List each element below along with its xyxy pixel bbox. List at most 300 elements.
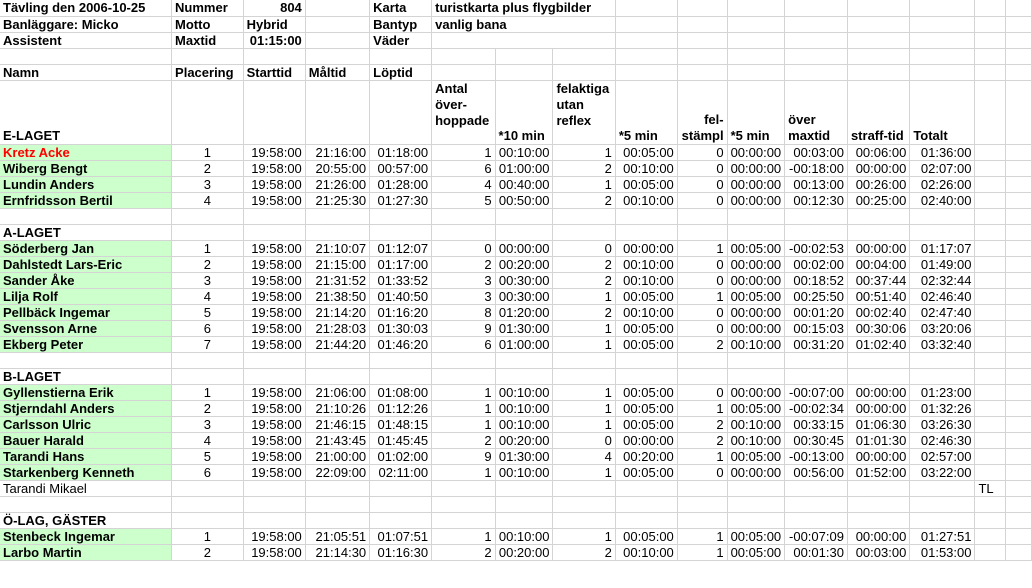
header-straff[interactable]: straff-tid (847, 80, 909, 144)
header-felstampl[interactable] (677, 80, 727, 144)
info-key-cell[interactable]: Maxtid (172, 32, 244, 48)
value-cell[interactable]: 00:00:00 (847, 384, 909, 400)
value-cell[interactable]: -00:02:53 (785, 240, 848, 256)
empty-cell[interactable] (370, 512, 432, 528)
value-cell[interactable]: 00:03:00 (785, 144, 848, 160)
value-cell[interactable]: 0 (677, 272, 727, 288)
value-cell[interactable]: 00:31:20 (785, 336, 848, 352)
empty-cell[interactable] (305, 480, 369, 496)
value-cell[interactable]: 03:26:30 (910, 416, 975, 432)
empty-cell[interactable] (615, 208, 677, 224)
value-cell[interactable]: 00:10:00 (495, 144, 553, 160)
empty-cell[interactable] (727, 16, 785, 32)
empty-cell[interactable] (1006, 80, 1032, 144)
empty-cell[interactable] (910, 352, 975, 368)
empty-cell[interactable] (727, 512, 785, 528)
empty-cell[interactable] (677, 48, 727, 64)
empty-cell[interactable] (785, 352, 848, 368)
value-cell[interactable]: 00:13:00 (785, 176, 848, 192)
value-cell[interactable]: 01:40:50 (370, 288, 432, 304)
empty-cell[interactable] (1006, 32, 1032, 48)
value-cell[interactable]: 00:00:00 (727, 192, 785, 208)
value-cell[interactable]: 2 (172, 256, 244, 272)
value-cell[interactable]: 0 (677, 176, 727, 192)
value-cell[interactable]: 19:58:00 (243, 400, 305, 416)
empty-cell[interactable] (553, 208, 615, 224)
empty-cell[interactable] (1006, 304, 1032, 320)
value-cell[interactable]: 01:30:03 (370, 320, 432, 336)
value-cell[interactable]: 0 (677, 160, 727, 176)
value-cell[interactable]: 6 (172, 464, 244, 480)
value-cell[interactable]: 1 (432, 464, 495, 480)
empty-cell[interactable] (172, 80, 244, 144)
value-cell[interactable]: 00:26:00 (847, 176, 909, 192)
empty-cell[interactable] (432, 208, 495, 224)
value-cell[interactable]: 01:27:51 (910, 528, 975, 544)
empty-cell[interactable] (975, 528, 1006, 544)
empty-cell[interactable] (243, 208, 305, 224)
empty-cell[interactable] (1006, 496, 1032, 512)
header-antal[interactable] (432, 80, 495, 144)
value-cell[interactable]: 1 (677, 448, 727, 464)
empty-cell[interactable] (1006, 224, 1032, 240)
empty-cell[interactable] (847, 0, 909, 16)
value-cell[interactable]: 00:56:00 (785, 464, 848, 480)
empty-cell[interactable] (615, 32, 677, 48)
value-cell[interactable]: 00:20:00 (495, 256, 553, 272)
value-cell[interactable]: 01:33:52 (370, 272, 432, 288)
empty-cell[interactable] (172, 496, 244, 512)
value-cell[interactable]: 21:25:30 (305, 192, 369, 208)
value-cell[interactable]: 00:00:00 (727, 176, 785, 192)
value-cell[interactable]: 01:06:30 (847, 416, 909, 432)
header-5min-a[interactable]: *5 min (615, 80, 677, 144)
runner-name-cell[interactable]: Söderberg Jan (0, 240, 172, 256)
value-cell[interactable]: 00:30:06 (847, 320, 909, 336)
value-cell[interactable]: 21:26:00 (305, 176, 369, 192)
value-cell[interactable]: 02:47:40 (910, 304, 975, 320)
value-cell[interactable]: 0 (677, 304, 727, 320)
value-cell[interactable]: 00:03:00 (847, 544, 909, 560)
empty-cell[interactable] (495, 368, 553, 384)
value-cell[interactable]: 0 (677, 256, 727, 272)
value-cell[interactable]: 4 (172, 288, 244, 304)
empty-cell[interactable] (975, 256, 1006, 272)
empty-cell[interactable] (553, 512, 615, 528)
value-cell[interactable]: 02:32:44 (910, 272, 975, 288)
empty-cell[interactable] (553, 64, 615, 80)
empty-cell[interactable] (975, 240, 1006, 256)
value-cell[interactable]: 00:00:00 (847, 240, 909, 256)
empty-cell[interactable] (495, 352, 553, 368)
empty-cell[interactable] (727, 32, 785, 48)
empty-cell[interactable] (975, 16, 1006, 32)
value-cell[interactable]: 1 (553, 176, 615, 192)
empty-cell[interactable] (370, 224, 432, 240)
value-cell[interactable]: 00:06:00 (847, 144, 909, 160)
empty-cell[interactable] (785, 512, 848, 528)
empty-cell[interactable] (305, 496, 369, 512)
value-cell[interactable]: 1 (553, 400, 615, 416)
value-cell[interactable]: 00:01:20 (785, 304, 848, 320)
empty-cell[interactable] (615, 64, 677, 80)
note-cell[interactable]: TL (975, 480, 1006, 496)
empty-cell[interactable] (1006, 368, 1032, 384)
header-loptid[interactable]: Löptid (370, 64, 432, 80)
value-cell[interactable]: 6 (172, 320, 244, 336)
empty-cell[interactable] (305, 352, 369, 368)
empty-cell[interactable] (975, 192, 1006, 208)
empty-cell[interactable] (615, 512, 677, 528)
empty-cell[interactable] (1006, 16, 1032, 32)
value-cell[interactable]: 4 (172, 432, 244, 448)
value-cell[interactable]: 00:01:30 (785, 544, 848, 560)
value-cell[interactable]: 19:58:00 (243, 416, 305, 432)
value-cell[interactable]: 2 (677, 336, 727, 352)
value-cell[interactable]: 00:10:00 (727, 416, 785, 432)
value-cell[interactable]: 3 (172, 176, 244, 192)
info-key-cell[interactable]: Väder (370, 32, 432, 48)
value-cell[interactable]: 2 (172, 544, 244, 560)
value-cell[interactable]: 00:00:00 (727, 272, 785, 288)
empty-cell[interactable] (677, 0, 727, 16)
value-cell[interactable]: 00:02:40 (847, 304, 909, 320)
runner-name-cell[interactable]: Bauer Harald (0, 432, 172, 448)
empty-cell[interactable] (910, 480, 975, 496)
empty-cell[interactable] (172, 512, 244, 528)
value-cell[interactable]: 00:05:00 (615, 288, 677, 304)
empty-cell[interactable] (1006, 64, 1032, 80)
empty-cell[interactable] (847, 48, 909, 64)
value-cell[interactable]: 4 (553, 448, 615, 464)
info-value-cell[interactable]: 01:15:00 (243, 32, 305, 48)
value-cell[interactable]: 1 (677, 288, 727, 304)
value-cell[interactable]: 01:45:45 (370, 432, 432, 448)
empty-cell[interactable] (975, 176, 1006, 192)
value-cell[interactable]: 01:16:30 (370, 544, 432, 560)
value-cell[interactable]: 21:14:30 (305, 544, 369, 560)
value-cell[interactable]: 21:00:00 (305, 448, 369, 464)
empty-cell[interactable] (975, 208, 1006, 224)
value-cell[interactable]: 01:07:51 (370, 528, 432, 544)
empty-cell[interactable] (495, 512, 553, 528)
empty-cell[interactable] (847, 512, 909, 528)
runner-name-cell[interactable]: Lilja Rolf (0, 288, 172, 304)
value-cell[interactable]: 1 (432, 144, 495, 160)
value-cell[interactable]: 3 (432, 288, 495, 304)
value-cell[interactable]: 00:20:00 (615, 448, 677, 464)
empty-cell[interactable] (727, 368, 785, 384)
value-cell[interactable]: 19:58:00 (243, 272, 305, 288)
empty-cell[interactable] (432, 512, 495, 528)
empty-cell[interactable] (677, 512, 727, 528)
value-cell[interactable]: 1 (553, 336, 615, 352)
value-cell[interactable]: 00:04:00 (847, 256, 909, 272)
empty-cell[interactable] (0, 48, 172, 64)
info-value-cell[interactable]: Hybrid (243, 16, 305, 32)
value-cell[interactable]: 00:05:00 (615, 384, 677, 400)
value-cell[interactable]: 01:36:00 (910, 144, 975, 160)
value-cell[interactable]: 1 (553, 464, 615, 480)
empty-cell[interactable] (727, 496, 785, 512)
value-cell[interactable]: 00:00:00 (847, 160, 909, 176)
value-cell[interactable]: 02:57:00 (910, 448, 975, 464)
value-cell[interactable]: 0 (677, 320, 727, 336)
value-cell[interactable]: 21:31:52 (305, 272, 369, 288)
value-cell[interactable]: 01:48:15 (370, 416, 432, 432)
empty-cell[interactable] (975, 368, 1006, 384)
value-cell[interactable]: 0 (677, 464, 727, 480)
empty-cell[interactable] (975, 496, 1006, 512)
value-cell[interactable]: 2 (553, 192, 615, 208)
empty-cell[interactable] (370, 48, 432, 64)
value-cell[interactable]: 00:00:00 (495, 240, 553, 256)
value-cell[interactable]: 01:16:20 (370, 304, 432, 320)
value-cell[interactable]: 00:05:00 (615, 416, 677, 432)
value-cell[interactable]: 1 (553, 416, 615, 432)
empty-cell[interactable] (727, 480, 785, 496)
value-cell[interactable]: 9 (432, 448, 495, 464)
runner-name-cell[interactable]: Kretz Acke (0, 144, 172, 160)
value-cell[interactable]: 00:05:00 (615, 400, 677, 416)
value-cell[interactable]: 01:28:00 (370, 176, 432, 192)
value-cell[interactable]: 6 (432, 336, 495, 352)
value-cell[interactable]: 00:05:00 (615, 144, 677, 160)
value-cell[interactable]: 1 (172, 528, 244, 544)
empty-cell[interactable] (0, 208, 172, 224)
value-cell[interactable]: 00:50:00 (495, 192, 553, 208)
value-cell[interactable]: 19:58:00 (243, 320, 305, 336)
info-label-cell[interactable]: Assistent (0, 32, 172, 48)
value-cell[interactable]: 1 (553, 320, 615, 336)
runner-name-cell[interactable]: Gyllenstierna Erik (0, 384, 172, 400)
group-title[interactable]: Ö-LAG, GÄSTER (0, 512, 172, 528)
empty-cell[interactable] (172, 48, 244, 64)
empty-cell[interactable] (370, 496, 432, 512)
empty-cell[interactable] (305, 368, 369, 384)
empty-cell[interactable] (432, 368, 495, 384)
empty-cell[interactable] (1006, 208, 1032, 224)
value-cell[interactable]: 00:00:00 (727, 160, 785, 176)
value-cell[interactable]: 0 (553, 432, 615, 448)
empty-cell[interactable] (495, 208, 553, 224)
value-cell[interactable]: 00:10:00 (615, 272, 677, 288)
value-cell[interactable]: -00:07:09 (785, 528, 848, 544)
empty-cell[interactable] (243, 368, 305, 384)
value-cell[interactable]: 2 (553, 160, 615, 176)
extra-name-cell[interactable]: Tarandi Mikael (0, 480, 172, 496)
empty-cell[interactable] (432, 496, 495, 512)
value-cell[interactable]: 0 (677, 384, 727, 400)
value-cell[interactable]: 19:58:00 (243, 256, 305, 272)
value-cell[interactable]: 00:10:00 (495, 528, 553, 544)
empty-cell[interactable] (910, 32, 975, 48)
runner-name-cell[interactable]: Stjerndahl Anders (0, 400, 172, 416)
empty-cell[interactable] (495, 48, 553, 64)
value-cell[interactable]: 01:12:07 (370, 240, 432, 256)
value-cell[interactable]: 2 (172, 400, 244, 416)
empty-cell[interactable] (305, 80, 369, 144)
value-cell[interactable]: 00:05:00 (615, 320, 677, 336)
empty-cell[interactable] (1006, 352, 1032, 368)
value-cell[interactable]: 00:10:00 (727, 432, 785, 448)
empty-cell[interactable] (553, 496, 615, 512)
value-cell[interactable]: 19:58:00 (243, 176, 305, 192)
value-cell[interactable]: 19:58:00 (243, 432, 305, 448)
value-cell[interactable]: 2 (677, 416, 727, 432)
empty-cell[interactable] (1006, 0, 1032, 16)
value-cell[interactable]: 2 (432, 544, 495, 560)
value-cell[interactable]: 5 (172, 448, 244, 464)
empty-cell[interactable] (910, 496, 975, 512)
value-cell[interactable]: 5 (172, 304, 244, 320)
empty-cell[interactable] (1006, 416, 1032, 432)
group-title[interactable]: A-LAGET (0, 224, 172, 240)
runner-name-cell[interactable]: Ekberg Peter (0, 336, 172, 352)
empty-cell[interactable] (432, 64, 495, 80)
value-cell[interactable]: 00:05:00 (727, 544, 785, 560)
value-cell[interactable]: 00:05:00 (727, 528, 785, 544)
value-cell[interactable]: 0 (677, 192, 727, 208)
value-cell[interactable]: 21:14:20 (305, 304, 369, 320)
info-value-cell[interactable]: turistkarta plus flygbilder (432, 0, 616, 16)
empty-cell[interactable] (727, 352, 785, 368)
value-cell[interactable]: 00:00:00 (727, 256, 785, 272)
value-cell[interactable]: 21:06:00 (305, 384, 369, 400)
value-cell[interactable]: 00:37:44 (847, 272, 909, 288)
empty-cell[interactable] (243, 48, 305, 64)
empty-cell[interactable] (370, 352, 432, 368)
runner-name-cell[interactable]: Ernfridsson Bertil (0, 192, 172, 208)
empty-cell[interactable] (243, 352, 305, 368)
empty-cell[interactable] (975, 416, 1006, 432)
value-cell[interactable]: 00:10:00 (615, 304, 677, 320)
header-over[interactable] (785, 80, 848, 144)
value-cell[interactable]: 00:10:00 (615, 544, 677, 560)
empty-cell[interactable] (1006, 544, 1032, 560)
empty-cell[interactable] (615, 352, 677, 368)
value-cell[interactable]: 21:16:00 (305, 144, 369, 160)
value-cell[interactable]: -00:13:00 (785, 448, 848, 464)
empty-cell[interactable] (553, 352, 615, 368)
empty-cell[interactable] (1006, 176, 1032, 192)
empty-cell[interactable] (1006, 464, 1032, 480)
value-cell[interactable]: 00:12:30 (785, 192, 848, 208)
value-cell[interactable]: 2 (553, 304, 615, 320)
value-cell[interactable]: 19:58:00 (243, 384, 305, 400)
value-cell[interactable]: 21:10:07 (305, 240, 369, 256)
header-maltid[interactable]: Måltid (305, 64, 369, 80)
value-cell[interactable]: 00:00:00 (727, 320, 785, 336)
value-cell[interactable]: 1 (172, 144, 244, 160)
empty-cell[interactable] (432, 352, 495, 368)
empty-cell[interactable] (910, 16, 975, 32)
value-cell[interactable]: 01:01:30 (847, 432, 909, 448)
value-cell[interactable]: 01:53:00 (910, 544, 975, 560)
group-title-e-laget[interactable]: E-LAGET (0, 80, 172, 144)
value-cell[interactable]: 2 (553, 544, 615, 560)
empty-cell[interactable] (1006, 480, 1032, 496)
value-cell[interactable]: 4 (172, 192, 244, 208)
value-cell[interactable]: 01:32:26 (910, 400, 975, 416)
empty-cell[interactable] (243, 512, 305, 528)
empty-cell[interactable] (495, 496, 553, 512)
value-cell[interactable]: 01:30:00 (495, 448, 553, 464)
empty-cell[interactable] (615, 16, 677, 32)
value-cell[interactable]: 00:18:52 (785, 272, 848, 288)
value-cell[interactable]: 01:23:00 (910, 384, 975, 400)
value-cell[interactable]: 00:20:00 (495, 432, 553, 448)
value-cell[interactable]: 01:20:00 (495, 304, 553, 320)
empty-cell[interactable] (847, 16, 909, 32)
value-cell[interactable]: 00:20:00 (495, 544, 553, 560)
value-cell[interactable]: 01:17:07 (910, 240, 975, 256)
empty-cell[interactable] (305, 224, 369, 240)
empty-cell[interactable] (847, 208, 909, 224)
value-cell[interactable]: 02:07:00 (910, 160, 975, 176)
empty-cell[interactable] (975, 544, 1006, 560)
info-label-cell[interactable]: Tävling den 2006-10-25 (0, 0, 172, 16)
empty-cell[interactable] (677, 16, 727, 32)
empty-cell[interactable] (1006, 160, 1032, 176)
info-value-cell[interactable]: vanlig bana (432, 16, 616, 32)
empty-cell[interactable] (370, 480, 432, 496)
header-5min-b[interactable]: *5 min (727, 80, 785, 144)
empty-cell[interactable] (975, 32, 1006, 48)
value-cell[interactable]: 2 (432, 432, 495, 448)
empty-cell[interactable] (432, 224, 495, 240)
empty-cell[interactable] (243, 224, 305, 240)
empty-cell[interactable] (975, 0, 1006, 16)
empty-cell[interactable] (1006, 400, 1032, 416)
empty-cell[interactable] (1006, 528, 1032, 544)
value-cell[interactable]: 19:58:00 (243, 448, 305, 464)
empty-cell[interactable] (615, 224, 677, 240)
value-cell[interactable]: 19:58:00 (243, 336, 305, 352)
empty-cell[interactable] (1006, 272, 1032, 288)
empty-cell[interactable] (677, 64, 727, 80)
empty-cell[interactable] (172, 208, 244, 224)
empty-cell[interactable] (847, 496, 909, 512)
value-cell[interactable]: 00:02:00 (785, 256, 848, 272)
value-cell[interactable]: 00:10:00 (495, 464, 553, 480)
info-value-cell[interactable]: 804 (243, 0, 305, 16)
empty-cell[interactable] (785, 368, 848, 384)
value-cell[interactable]: 1 (553, 528, 615, 544)
empty-cell[interactable] (910, 64, 975, 80)
header-10min[interactable]: *10 min (495, 80, 553, 144)
empty-cell[interactable] (0, 352, 172, 368)
value-cell[interactable]: 00:57:00 (370, 160, 432, 176)
value-cell[interactable]: 21:10:26 (305, 400, 369, 416)
value-cell[interactable]: 19:58:00 (243, 192, 305, 208)
empty-cell[interactable] (975, 144, 1006, 160)
value-cell[interactable]: 02:46:30 (910, 432, 975, 448)
empty-cell[interactable] (1006, 384, 1032, 400)
empty-cell[interactable] (975, 464, 1006, 480)
value-cell[interactable]: 00:15:03 (785, 320, 848, 336)
empty-cell[interactable] (785, 208, 848, 224)
value-cell[interactable]: 21:15:00 (305, 256, 369, 272)
header-namn[interactable]: Namn (0, 64, 172, 80)
value-cell[interactable]: 5 (432, 192, 495, 208)
value-cell[interactable]: 00:30:00 (495, 288, 553, 304)
empty-cell[interactable] (975, 272, 1006, 288)
header-felaktiga[interactable] (553, 80, 615, 144)
runner-name-cell[interactable]: Tarandi Hans (0, 448, 172, 464)
value-cell[interactable]: 1 (432, 416, 495, 432)
value-cell[interactable]: 00:33:15 (785, 416, 848, 432)
